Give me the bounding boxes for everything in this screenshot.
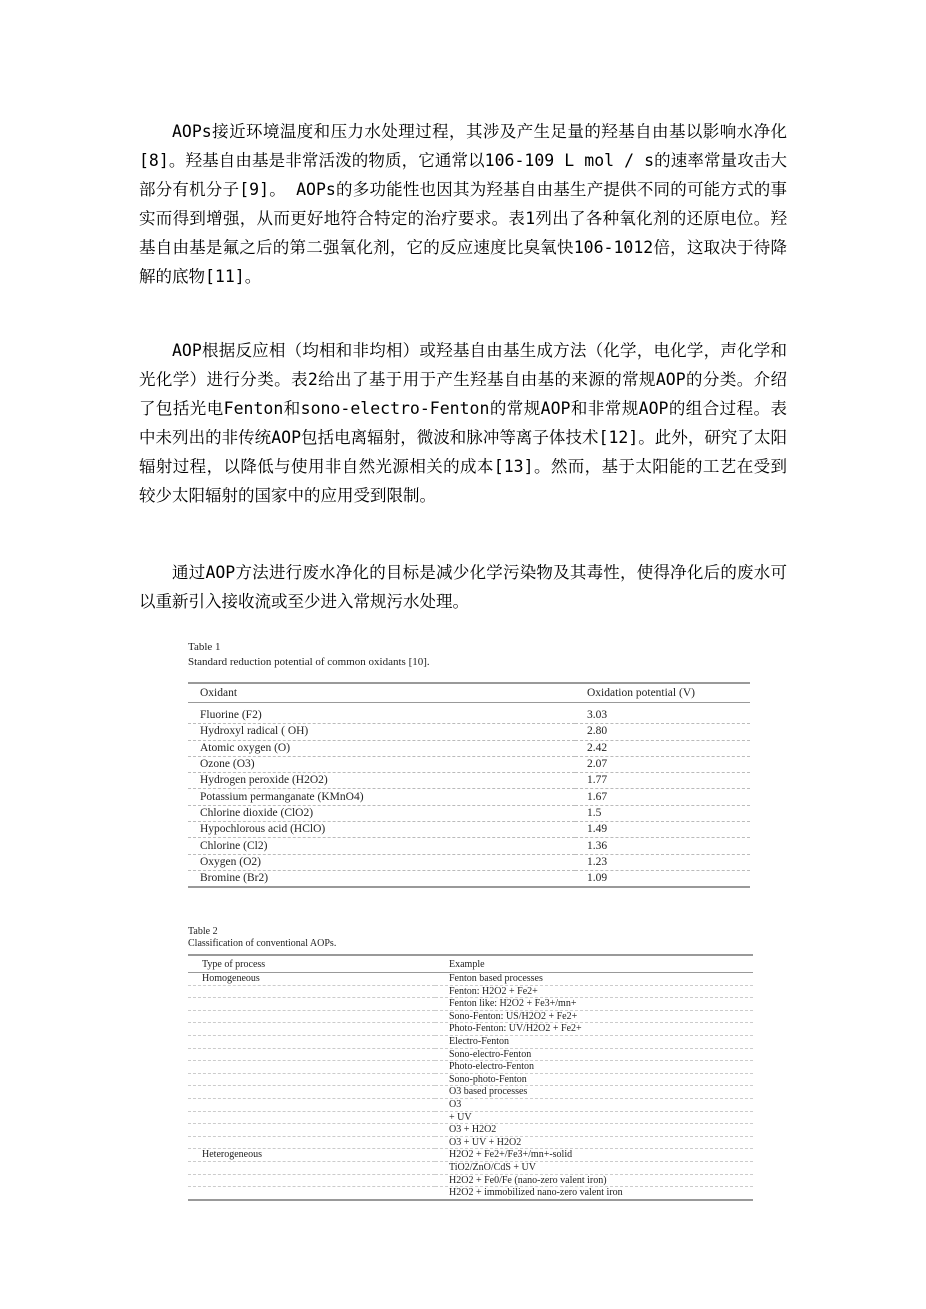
table2-row bbox=[188, 1073, 753, 1086]
table2-row bbox=[188, 1023, 753, 1036]
table2-row bbox=[188, 998, 753, 1011]
table1-row bbox=[188, 740, 750, 756]
table2-cell: Fenton: H2O2 + Fe2+ bbox=[435, 985, 753, 998]
table1-cell: 2.07 bbox=[575, 756, 750, 772]
table2-cell bbox=[188, 1161, 435, 1174]
table1-row bbox=[188, 870, 750, 887]
table2-cell: O3 + UV + H2O2 bbox=[435, 1136, 753, 1149]
table1-cell: Hypochlorous acid (HClO) bbox=[188, 822, 575, 838]
paragraph-2: AOP根据反应相（均相和非均相）或羟基自由基生成方法（化学，电化学，声化学和光化学）进行分类。表2给出了基于用于产生羟基自由基的来源的常规AOP的分类。介绍了包括光电Fenton和sono-electro-Fenton的常规AOP和非常规AOP的组合过程。表中未列出的非传统AOP包括电离辐射，微波和脉冲等离子体技术[12]。此外，研究了太阳辐射过程，以降低与使用非自然光源相关的成本[13]。然而，基于太阳能的工艺在受到较少太阳辐射的国家中的应用受到限制。 bbox=[139, 341, 787, 505]
table1-row bbox=[188, 789, 750, 805]
table2-header-type: Type of process bbox=[188, 955, 435, 973]
table2-row bbox=[188, 1161, 753, 1174]
table1-body bbox=[188, 703, 750, 888]
table2-row bbox=[188, 1048, 753, 1061]
table2-caption: Classification of conventional AOPs. bbox=[188, 938, 337, 949]
table1-cell: Hydrogen peroxide (H2O2) bbox=[188, 773, 575, 789]
table2-cell: H2O2 + Fe0/Fe (nano-zero valent iron) bbox=[435, 1174, 753, 1187]
table2-cell: Homogeneous bbox=[188, 973, 435, 986]
table1-row bbox=[188, 773, 750, 789]
table2-cell: H2O2 + Fe2+/Fe3+/mn+-solid bbox=[435, 1149, 753, 1162]
table2-row bbox=[188, 1187, 753, 1200]
table2-cell bbox=[188, 1048, 435, 1061]
table2-cell bbox=[188, 985, 435, 998]
table2-header-row bbox=[188, 955, 753, 973]
table2-cell bbox=[188, 1010, 435, 1023]
table1-cell: 1.77 bbox=[575, 773, 750, 789]
table2-body bbox=[188, 973, 753, 1200]
table1-header-potential: Oxidation potential (V) bbox=[575, 683, 750, 703]
table2-row bbox=[188, 973, 753, 986]
table1-cell: Potassium permanganate (KMnO4) bbox=[188, 789, 575, 805]
table1-row bbox=[188, 756, 750, 772]
table2-cell: O3 based processes bbox=[435, 1086, 753, 1099]
table2-cell: Sono-photo-Fenton bbox=[435, 1073, 753, 1086]
table2-cell: Fenton like: H2O2 + Fe3+/mn+ bbox=[435, 998, 753, 1011]
table2-cell bbox=[188, 1136, 435, 1149]
table1-cell: 1.09 bbox=[575, 870, 750, 887]
table2-cell: Sono-electro-Fenton bbox=[435, 1048, 753, 1061]
table1-cell: Oxygen (O2) bbox=[188, 854, 575, 870]
table2-cell: Photo-electro-Fenton bbox=[435, 1061, 753, 1074]
table2-header-example: Example bbox=[435, 955, 753, 973]
table2-cell: Sono-Fenton: US/H2O2 + Fe2+ bbox=[435, 1010, 753, 1023]
table2-cell bbox=[188, 1086, 435, 1099]
table2-row bbox=[188, 1136, 753, 1149]
table2-cell: Electro-Fenton bbox=[435, 1035, 753, 1048]
table1-cell: Bromine (Br2) bbox=[188, 870, 575, 887]
table2-cell: O3 + H2O2 bbox=[435, 1124, 753, 1137]
table2-cell bbox=[188, 998, 435, 1011]
table2-cell: O3 bbox=[435, 1098, 753, 1111]
table2-cell bbox=[188, 1124, 435, 1137]
table1-row bbox=[188, 703, 750, 724]
table2-row bbox=[188, 985, 753, 998]
table2-cell: TiO2/ZnO/CdS + UV bbox=[435, 1161, 753, 1174]
table1-cell: Atomic oxygen (O) bbox=[188, 740, 575, 756]
table1-header-oxidant: Oxidant bbox=[188, 683, 575, 703]
table2-cell bbox=[188, 1061, 435, 1074]
table2-cell: Fenton based processes bbox=[435, 973, 753, 986]
table2-label: Table 2 bbox=[188, 926, 218, 937]
table1-cell: 1.5 bbox=[575, 805, 750, 821]
table2-row bbox=[188, 1124, 753, 1137]
table1-label: Table 1 bbox=[188, 641, 221, 653]
table1-row bbox=[188, 805, 750, 821]
table1-cell: 3.03 bbox=[575, 703, 750, 724]
table1-cell: Chlorine dioxide (ClO2) bbox=[188, 805, 575, 821]
table2-cell bbox=[188, 1174, 435, 1187]
table2-cell: Heterogeneous bbox=[188, 1149, 435, 1162]
table1-cell: 1.49 bbox=[575, 822, 750, 838]
table2-cell: H2O2 + immobilized nano-zero valent iron bbox=[435, 1187, 753, 1200]
table2-cell bbox=[188, 1023, 435, 1036]
paragraph-1: AOPs接近环境温度和压力水处理过程，其涉及产生足量的羟基自由基以影响水净化[8]。羟基自由基是非常活泼的物质，它通常以106-109 L mol / s的速率常量攻击大部分有机分子[9]。 AOPs的多功能性也因其为羟基自由基生产提供不同的可能方式的事实而得到增强，从而更好地符合特定的治疗要求。表1列出了各种氧化剂的还原电位。羟基自由基是氟之后的第二强氧化剂，它的反应速度比臭氧快106-1012倍，这取决于待降解的底物[11]。 bbox=[139, 122, 787, 286]
table2-row bbox=[188, 1086, 753, 1099]
table1-header-row bbox=[188, 683, 750, 703]
table1 bbox=[188, 682, 750, 888]
table2-row bbox=[188, 1061, 753, 1074]
table1-caption: Standard reduction potential of common oxidants [10]. bbox=[188, 656, 430, 668]
table1-cell: Hydroxyl radical ( OH) bbox=[188, 724, 575, 740]
table2-row bbox=[188, 1098, 753, 1111]
table2 bbox=[188, 954, 753, 1201]
table2-row bbox=[188, 1010, 753, 1023]
table1-cell: 2.42 bbox=[575, 740, 750, 756]
table1-cell: Fluorine (F2) bbox=[188, 703, 575, 724]
table1-row bbox=[188, 838, 750, 854]
table1-row bbox=[188, 822, 750, 838]
paragraph-3: 通过AOP方法进行废水净化的目标是减少化学污染物及其毒性，使得净化后的废水可以重新引入接收流或至少进入常规污水处理。 bbox=[139, 563, 787, 611]
table1-cell: 1.36 bbox=[575, 838, 750, 854]
table2-row bbox=[188, 1035, 753, 1048]
table1-cell: Ozone (O3) bbox=[188, 756, 575, 772]
table2-row bbox=[188, 1174, 753, 1187]
table1-row bbox=[188, 854, 750, 870]
table2-cell bbox=[188, 1187, 435, 1200]
table1-cell: 2.80 bbox=[575, 724, 750, 740]
table2-cell bbox=[188, 1111, 435, 1124]
table2-cell: Photo-Fenton: UV/H2O2 + Fe2+ bbox=[435, 1023, 753, 1036]
table2-cell bbox=[188, 1073, 435, 1086]
table1-cell: Chlorine (Cl2) bbox=[188, 838, 575, 854]
table1-cell: 1.23 bbox=[575, 854, 750, 870]
table2-cell bbox=[188, 1035, 435, 1048]
table2-row bbox=[188, 1111, 753, 1124]
table1-cell: 1.67 bbox=[575, 789, 750, 805]
table2-cell bbox=[188, 1098, 435, 1111]
table2-cell: + UV bbox=[435, 1111, 753, 1124]
table2-row bbox=[188, 1149, 753, 1162]
table1-row bbox=[188, 724, 750, 740]
